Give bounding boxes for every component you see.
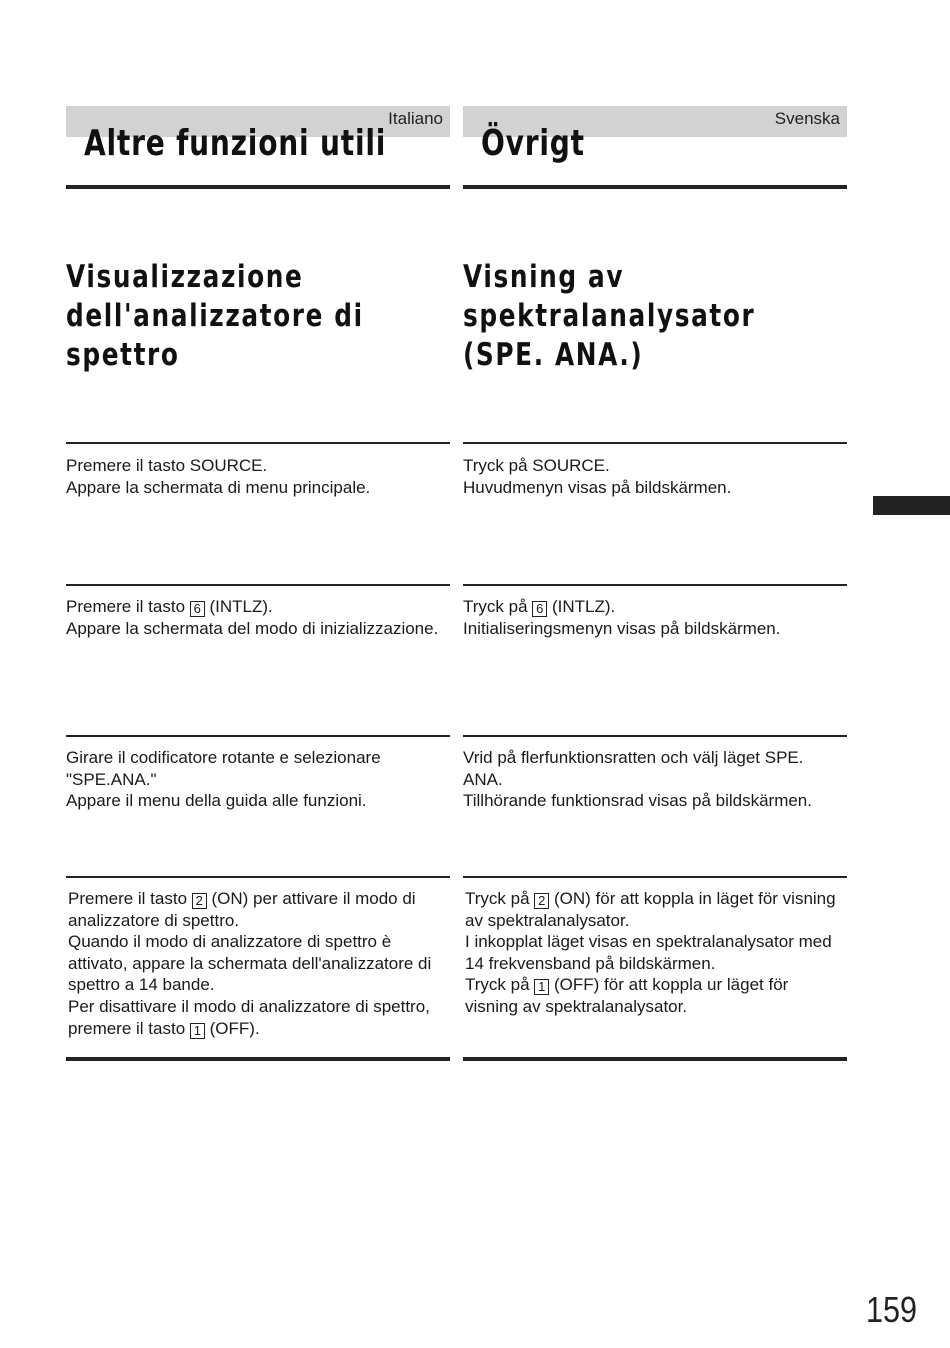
step-divider bbox=[463, 735, 847, 737]
step-divider bbox=[463, 442, 847, 444]
step-divider bbox=[463, 876, 847, 878]
step-text-post: (ON) för att koppla in läget för visning av spektralanalysator. bbox=[465, 889, 836, 930]
title-divider bbox=[463, 185, 847, 189]
step-line: Appare la schermata di menu principale. bbox=[66, 477, 371, 497]
step-line: I inkopplat läget visas en spektralanalysator med 14 frekvensband på bildskärmen. bbox=[465, 932, 832, 973]
title-divider bbox=[66, 185, 450, 189]
swedish-column bbox=[463, 0, 847, 1348]
step-line: Vrid på flerfunktionsratten och välj läget SPE. ANA. bbox=[463, 748, 804, 789]
step-3 bbox=[463, 747, 843, 812]
step-2 bbox=[66, 596, 446, 639]
section-tab-marker bbox=[873, 496, 950, 515]
step-line: Huvudmenyn visas på bildskärmen. bbox=[463, 477, 732, 497]
step-text-post: (ON) per attivare il modo di analizzatore di spettro. bbox=[68, 889, 416, 930]
step-text-post: (OFF). bbox=[209, 1018, 260, 1038]
step-text-pre: Premere il tasto bbox=[66, 597, 186, 616]
step-1 bbox=[463, 455, 843, 498]
step-4 bbox=[465, 888, 845, 1018]
step-text-post: (INTLZ). bbox=[552, 597, 616, 616]
step-line: Appare la schermata del modo di inizializzazione. bbox=[66, 618, 439, 638]
step-line: Tryck på SOURCE. bbox=[463, 456, 610, 475]
section-title: Altre funzioni utili bbox=[84, 123, 387, 164]
step-line: Premere il tasto SOURCE. bbox=[66, 456, 268, 475]
section-title: Övrigt bbox=[481, 123, 585, 164]
step-line bbox=[465, 974, 845, 1017]
step-line bbox=[463, 596, 843, 618]
step-text-pre: Tryck på bbox=[463, 597, 528, 616]
step-text-pre: Tryck på bbox=[465, 975, 530, 995]
language-label: Svenska bbox=[774, 109, 840, 128]
language-label: Italiano bbox=[388, 109, 443, 128]
subheading: Visualizzazione dell'analizzatore di spettro bbox=[66, 259, 364, 373]
step-line bbox=[68, 888, 448, 931]
end-divider bbox=[66, 1057, 450, 1061]
step-2 bbox=[463, 596, 843, 639]
step-divider bbox=[66, 876, 450, 878]
step-text-post: (INTLZ). bbox=[209, 597, 273, 616]
subheading: Visning av spektralanalysator (SPE. ANA.) bbox=[463, 259, 756, 373]
step-line bbox=[465, 888, 845, 931]
step-line: Quando il modo di analizzatore di spettro è attivato, appare la schermata dell'analizzatore di spettro a 14 bande. bbox=[68, 932, 432, 995]
step-divider bbox=[463, 584, 847, 586]
page-number: 159 bbox=[866, 1289, 918, 1330]
step-text-pre: Per disattivare il modo di analizzatore di spettro, premere il tasto bbox=[68, 996, 430, 1038]
step-line: Girare il codificatore rotante e selezionare "SPE.ANA." bbox=[66, 748, 381, 789]
key-2-icon: 2 bbox=[192, 893, 207, 909]
key-6-icon: 6 bbox=[190, 601, 205, 617]
key-1-icon: 1 bbox=[190, 1023, 205, 1039]
key-2-icon: 2 bbox=[534, 893, 549, 909]
key-6-icon: 6 bbox=[532, 601, 547, 617]
italian-column bbox=[66, 0, 450, 1348]
step-line: Tillhörande funktionsrad visas på bildskärmen. bbox=[463, 791, 812, 811]
step-text-pre: Tryck på bbox=[465, 889, 530, 908]
step-1 bbox=[66, 455, 446, 498]
key-1-icon: 1 bbox=[534, 979, 549, 995]
step-line bbox=[66, 596, 446, 618]
step-text-post: (OFF) för att koppla ur läget för visning av spektralanalysator. bbox=[465, 975, 789, 1016]
step-line: Initialiseringsmenyn visas på bildskärmen. bbox=[463, 618, 781, 638]
step-text-pre: Premere il tasto bbox=[68, 889, 188, 908]
step-divider bbox=[66, 584, 450, 586]
step-3 bbox=[66, 747, 446, 812]
end-divider bbox=[463, 1057, 847, 1061]
step-line: Appare il menu della guida alle funzioni. bbox=[66, 791, 367, 811]
step-divider bbox=[66, 442, 450, 444]
step-4 bbox=[68, 888, 448, 1039]
step-line bbox=[68, 996, 448, 1039]
step-divider bbox=[66, 735, 450, 737]
